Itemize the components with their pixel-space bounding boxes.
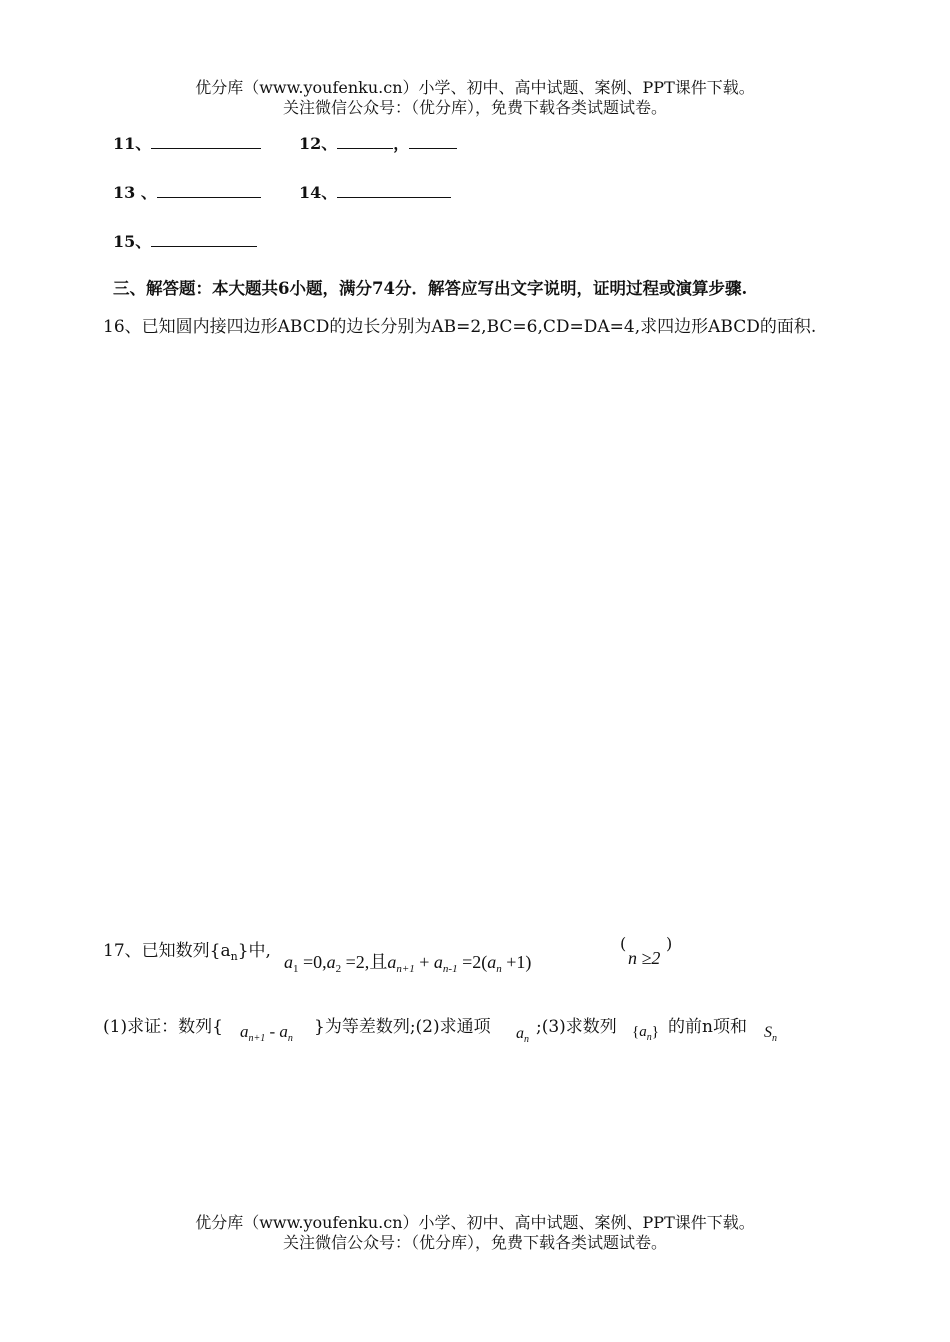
q17-p1-b: a <box>279 1022 288 1041</box>
blank-11 <box>113 131 261 154</box>
section-3-title: 三、解答题：本大题共6小题，满分74分．解答应写出文字说明，证明过程或演算步骤. <box>113 279 748 298</box>
q17-p3-close: } <box>651 1024 659 1040</box>
q17-p1-minus: - <box>265 1022 280 1041</box>
q17-cond-open: ( <box>620 934 627 953</box>
q17-an: a <box>487 952 497 972</box>
q17-p1-b-sub: n <box>287 1033 293 1044</box>
q17-part1-end: }为等差数列;(2)求通项 <box>314 1017 491 1037</box>
blank-12-comma: ， <box>393 134 410 153</box>
blank-15 <box>113 229 257 252</box>
q17-an1-sub: n+1 <box>396 963 415 975</box>
header-line-2: 关注微信公众号：（优分库），免费下载各类试题试卷。 <box>282 98 667 117</box>
q17-eq2: =2, <box>341 952 370 972</box>
q17-part1-start: (1)求证：数列{ <box>103 1017 223 1037</box>
q17-prefix-end: }中, <box>237 941 271 961</box>
q17-a1-sub: 1 <box>293 963 299 975</box>
q17-eq3: =2( <box>457 952 488 972</box>
q17-part1-expr <box>240 1022 293 1042</box>
q17-part2-expr <box>516 1025 529 1043</box>
q17-an1: a <box>387 952 397 972</box>
blank-12 <box>299 131 457 154</box>
answer-line-12a[interactable] <box>337 132 393 149</box>
blank-label-13: 13 、 <box>113 183 157 202</box>
q17-p3-s-sub: n <box>772 1033 777 1044</box>
blank-label-15: 15、 <box>113 232 152 251</box>
q17-cond-mid: n ≥2 <box>628 948 661 968</box>
q17-p3-open: { <box>632 1024 640 1040</box>
q17-p1-a-sub: n+1 <box>248 1033 266 1044</box>
question-17-intro <box>103 936 271 961</box>
answer-line-11[interactable] <box>151 132 261 149</box>
blank-14 <box>299 180 451 203</box>
q17-eq4: +1) <box>501 952 532 972</box>
answer-line-14[interactable] <box>337 181 451 198</box>
blank-label-11: 11、 <box>113 134 152 153</box>
q17-p3-a-sub: n <box>646 1032 652 1043</box>
footer-line-2: 关注微信公众号：（优分库），免费下载各类试题试卷。 <box>282 1233 667 1252</box>
q17-part3-sum <box>764 1024 777 1042</box>
answer-line-12b[interactable] <box>409 132 457 149</box>
q17-prefix-sub: n <box>230 950 238 963</box>
q17-an-sub: n <box>496 963 502 975</box>
q17-part3-start: ;(3)求数列 <box>536 1017 617 1037</box>
q17-recurrence <box>284 948 531 974</box>
blank-13 <box>113 180 261 203</box>
header-line-1: 优分库（www.youfenku.cn）小学、初中、高中试题、案例、PPT课件下载。 <box>195 78 755 97</box>
q17-p2-a: a <box>516 1025 524 1042</box>
q17-p3-s: S <box>764 1024 772 1041</box>
q17-eq1: =0, <box>298 952 327 972</box>
q17-p3-a: a <box>639 1024 647 1040</box>
q17-p2-a-sub: n <box>524 1034 529 1045</box>
q17-a2-sub: 2 <box>335 963 342 975</box>
answer-line-13[interactable] <box>157 181 261 198</box>
blank-label-14: 14、 <box>299 183 338 202</box>
q17-a1: a <box>284 952 293 972</box>
q17-anm1: a <box>433 952 443 972</box>
q17-qie: 且 <box>369 952 388 972</box>
q17-plus: + <box>414 952 434 972</box>
q17-part3-mid: 的前n项和 <box>668 1017 747 1037</box>
q17-cond-close: ) <box>666 934 673 953</box>
question-16: 16、已知圆内接四边形ABCD的边长分别为AB=2,BC=6,CD=DA=4,求四边形ABCD的面积. <box>103 317 817 337</box>
blank-label-12: 12、 <box>299 134 338 153</box>
q17-prefix: 17、已知数列{a <box>103 941 231 961</box>
q17-part3-set <box>632 1024 659 1041</box>
footer-line-1: 优分库（www.youfenku.cn）小学、初中、高中试题、案例、PPT课件下载。 <box>195 1213 755 1232</box>
answer-line-15[interactable] <box>151 230 257 247</box>
q17-p1-a: a <box>240 1022 249 1041</box>
q17-a2: a <box>326 952 336 972</box>
q17-anm1-sub: n-1 <box>442 963 458 975</box>
